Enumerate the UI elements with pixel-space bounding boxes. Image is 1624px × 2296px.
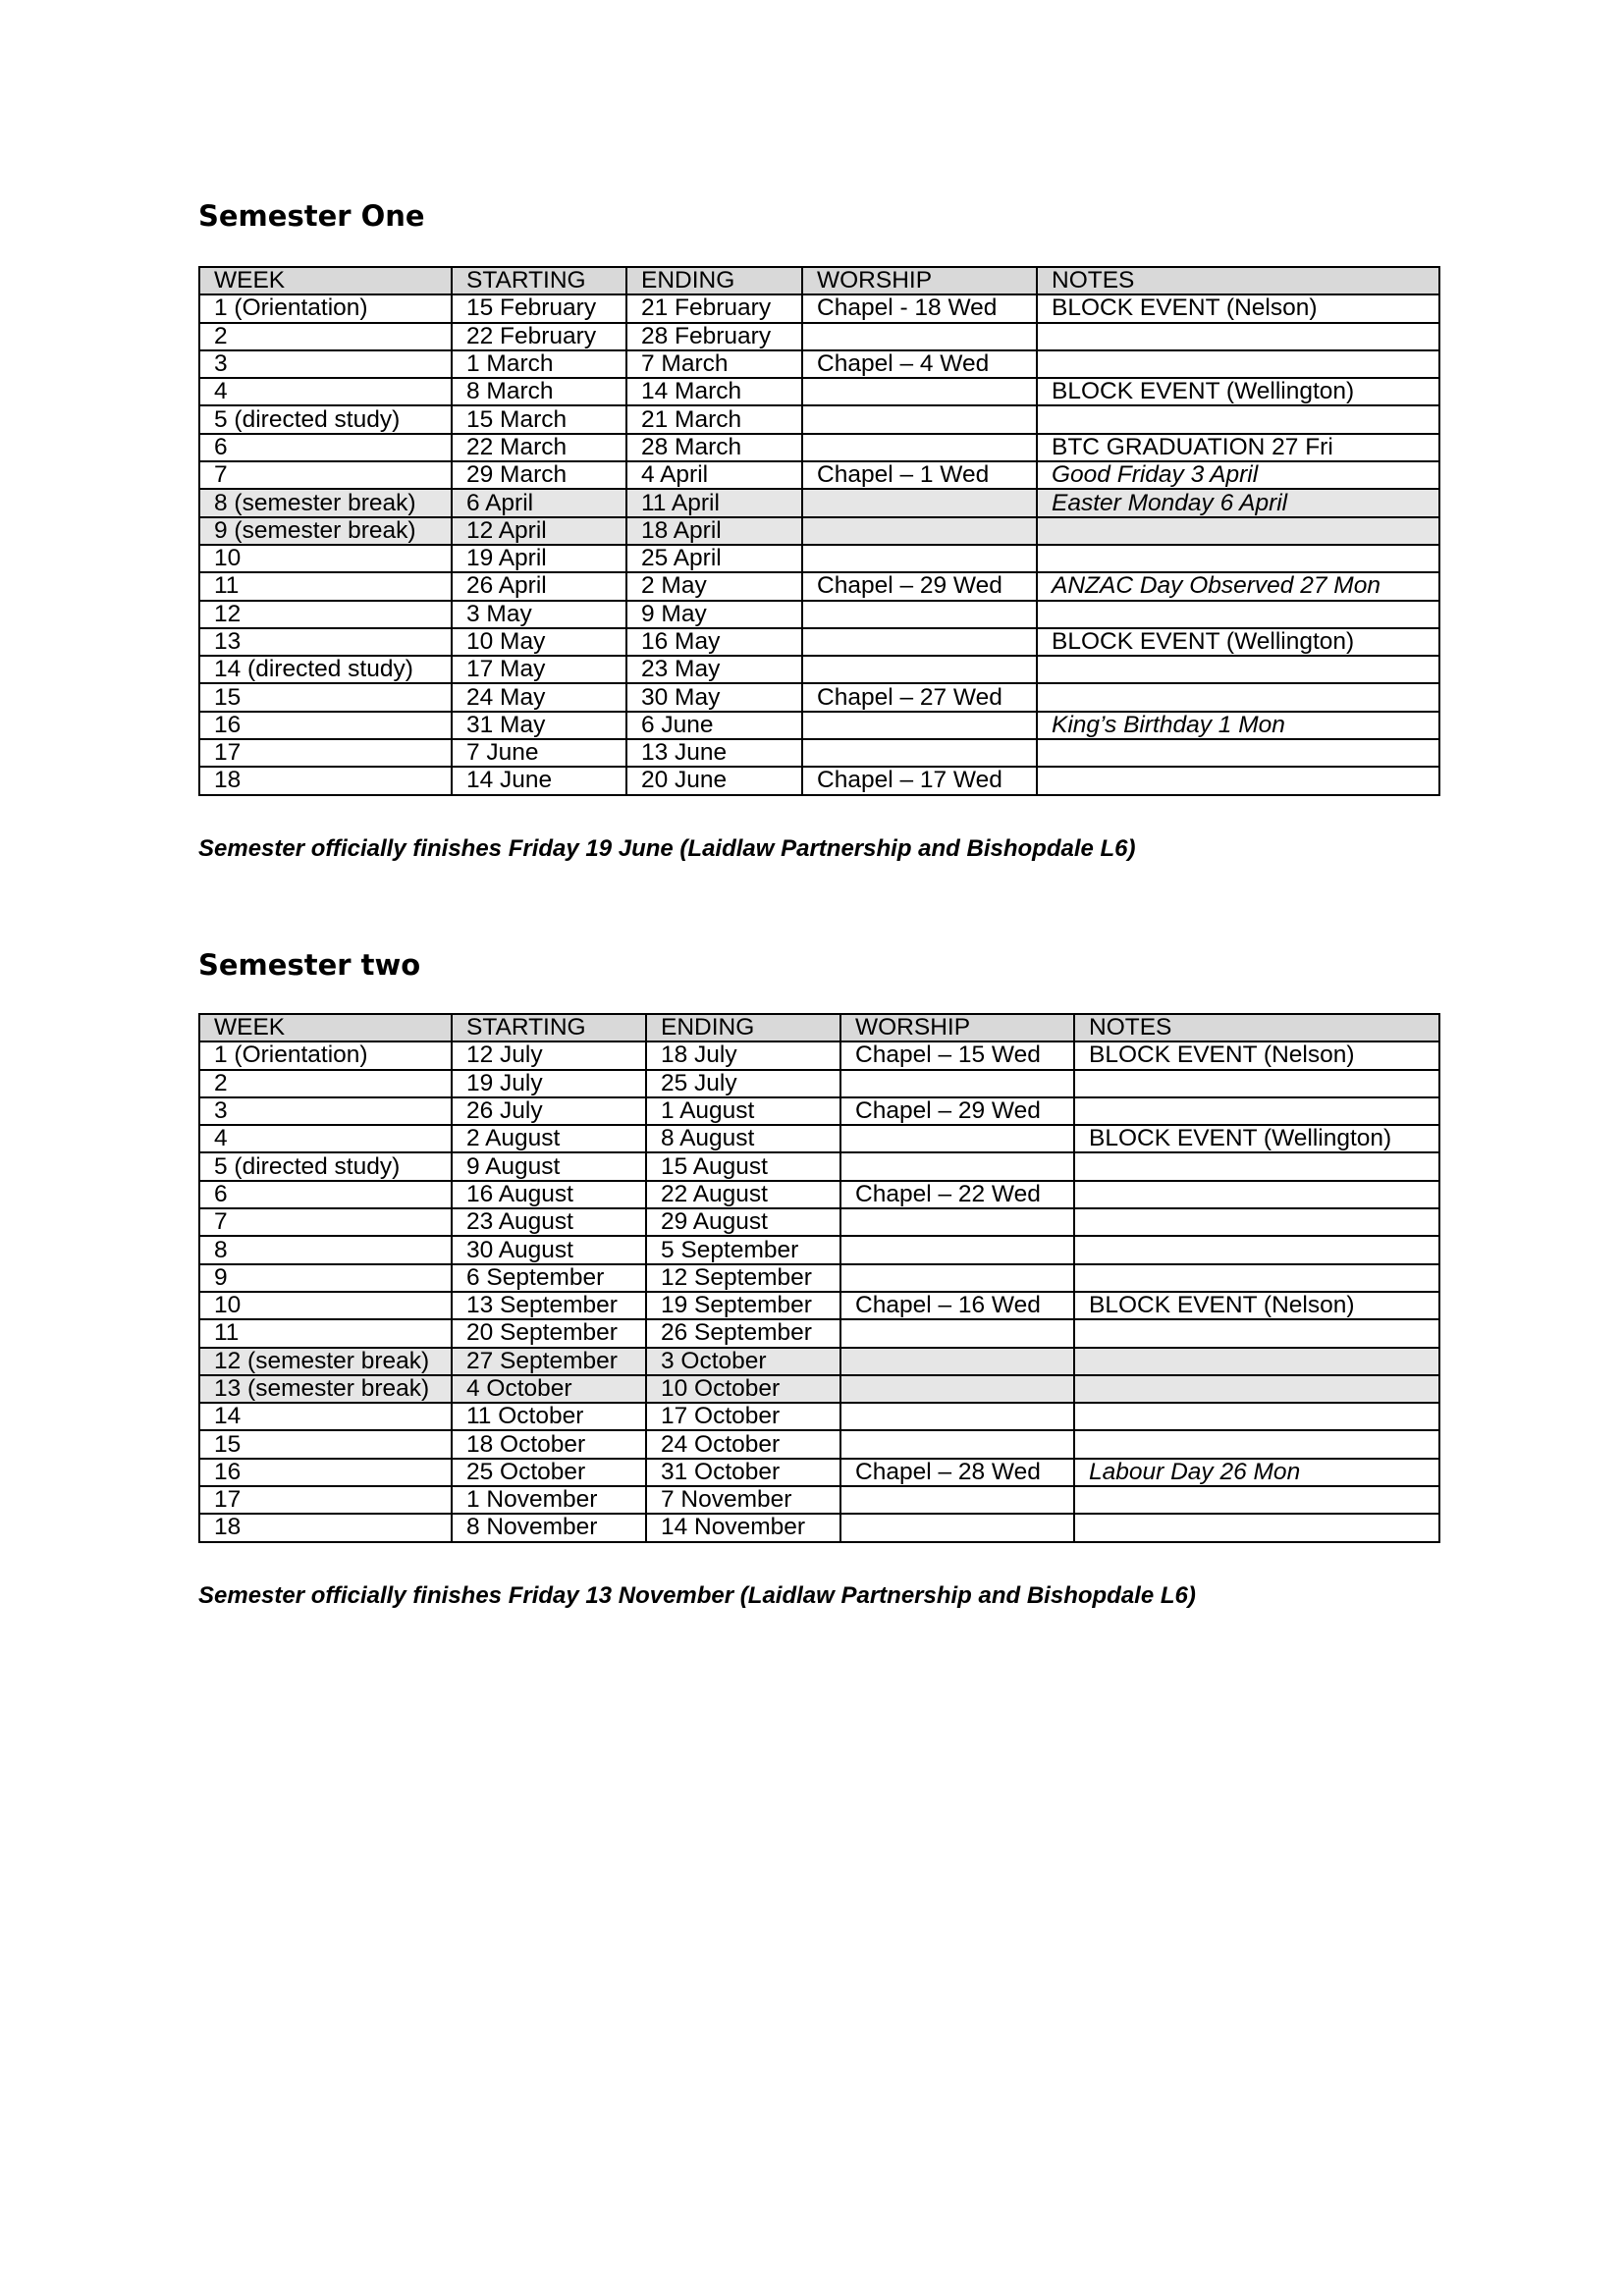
ending-cell: 12 September bbox=[646, 1264, 840, 1292]
week-cell: 15 bbox=[199, 1430, 452, 1458]
week-cell: 7 bbox=[199, 1208, 452, 1236]
ending-cell: 6 June bbox=[626, 712, 802, 739]
starting-cell: 6 September bbox=[452, 1264, 646, 1292]
worship-cell: Chapel – 1 Wed bbox=[802, 461, 1037, 489]
table-row bbox=[199, 323, 1439, 350]
notes-cell: ANZAC Day Observed 27 Mon bbox=[1037, 572, 1439, 600]
worship-cell bbox=[802, 628, 1037, 656]
worship-cell bbox=[840, 1125, 1074, 1152]
week-cell: 16 bbox=[199, 712, 452, 739]
ending-cell: 3 October bbox=[646, 1348, 840, 1375]
worship-cell bbox=[840, 1430, 1074, 1458]
table-row bbox=[199, 1348, 1439, 1375]
notes-cell: King’s Birthday 1 Mon bbox=[1037, 712, 1439, 739]
table-row bbox=[199, 1041, 1439, 1069]
table-row bbox=[199, 517, 1439, 545]
semester-two-table bbox=[198, 1013, 1440, 1543]
starting-cell: 25 October bbox=[452, 1459, 646, 1486]
week-cell: 11 bbox=[199, 1319, 452, 1347]
semester-one-table bbox=[198, 266, 1440, 796]
table-row bbox=[199, 1208, 1439, 1236]
week-cell: 3 bbox=[199, 1097, 452, 1125]
starting-cell: 18 October bbox=[452, 1430, 646, 1458]
table-row bbox=[199, 294, 1439, 322]
table-row bbox=[199, 1403, 1439, 1430]
week-cell: 5 (directed study) bbox=[199, 405, 452, 433]
notes-cell bbox=[1074, 1430, 1439, 1458]
worship-cell bbox=[840, 1152, 1074, 1180]
ending-cell: 8 August bbox=[646, 1125, 840, 1152]
week-cell: 8 bbox=[199, 1236, 452, 1263]
worship-cell: Chapel – 22 Wed bbox=[840, 1181, 1074, 1208]
table-row bbox=[199, 712, 1439, 739]
notes-cell bbox=[1037, 601, 1439, 628]
ending-cell: 9 May bbox=[626, 601, 802, 628]
week-cell: 9 bbox=[199, 1264, 452, 1292]
week-cell: 1 (Orientation) bbox=[199, 1041, 452, 1069]
ending-cell: 14 November bbox=[646, 1514, 840, 1541]
table-row bbox=[199, 628, 1439, 656]
starting-cell: 17 May bbox=[452, 656, 626, 683]
notes-cell bbox=[1037, 323, 1439, 350]
notes-cell: Easter Monday 6 April bbox=[1037, 489, 1439, 516]
table-row bbox=[199, 1486, 1439, 1514]
ending-cell: 24 October bbox=[646, 1430, 840, 1458]
table-row bbox=[199, 378, 1439, 405]
header-starting: STARTING bbox=[452, 1014, 646, 1041]
starting-cell: 31 May bbox=[452, 712, 626, 739]
starting-cell: 7 June bbox=[452, 739, 626, 767]
week-cell: 10 bbox=[199, 1292, 452, 1319]
starting-cell: 27 September bbox=[452, 1348, 646, 1375]
table-row bbox=[199, 1375, 1439, 1403]
starting-cell: 9 August bbox=[452, 1152, 646, 1180]
header-ending: ENDING bbox=[626, 267, 802, 294]
worship-cell bbox=[802, 378, 1037, 405]
header-starting: STARTING bbox=[452, 267, 626, 294]
header-ending: ENDING bbox=[646, 1014, 840, 1041]
table-row bbox=[199, 656, 1439, 683]
week-cell: 16 bbox=[199, 1459, 452, 1486]
starting-cell: 19 April bbox=[452, 545, 626, 572]
semester-two-footnote: Semester officially finishes Friday 13 November (Laidlaw Partnership and Bishopdale L6) bbox=[198, 1582, 1196, 1609]
worship-cell bbox=[840, 1264, 1074, 1292]
ending-cell: 28 February bbox=[626, 323, 802, 350]
worship-cell bbox=[840, 1486, 1074, 1514]
starting-cell: 15 March bbox=[452, 405, 626, 433]
worship-cell bbox=[802, 545, 1037, 572]
ending-cell: 2 May bbox=[626, 572, 802, 600]
worship-cell bbox=[840, 1070, 1074, 1097]
header-worship: WORSHIP bbox=[802, 267, 1037, 294]
worship-cell bbox=[840, 1375, 1074, 1403]
notes-cell bbox=[1074, 1375, 1439, 1403]
worship-cell: Chapel – 16 Wed bbox=[840, 1292, 1074, 1319]
ending-cell: 17 October bbox=[646, 1403, 840, 1430]
ending-cell: 26 September bbox=[646, 1319, 840, 1347]
table-row bbox=[199, 1152, 1439, 1180]
worship-cell: Chapel – 29 Wed bbox=[802, 572, 1037, 600]
worship-cell bbox=[840, 1236, 1074, 1263]
starting-cell: 3 May bbox=[452, 601, 626, 628]
notes-cell bbox=[1037, 545, 1439, 572]
week-cell: 1 (Orientation) bbox=[199, 294, 452, 322]
starting-cell: 15 February bbox=[452, 294, 626, 322]
starting-cell: 20 September bbox=[452, 1319, 646, 1347]
ending-cell: 25 April bbox=[626, 545, 802, 572]
notes-cell bbox=[1037, 739, 1439, 767]
semester-one-footnote: Semester officially finishes Friday 19 June (Laidlaw Partnership and Bishopdale L6) bbox=[198, 835, 1136, 862]
week-cell: 13 (semester break) bbox=[199, 1375, 452, 1403]
starting-cell: 19 July bbox=[452, 1070, 646, 1097]
ending-cell: 25 July bbox=[646, 1070, 840, 1097]
week-cell: 3 bbox=[199, 350, 452, 378]
notes-cell: BLOCK EVENT (Nelson) bbox=[1074, 1292, 1439, 1319]
notes-cell: Good Friday 3 April bbox=[1037, 461, 1439, 489]
notes-cell: Labour Day 26 Mon bbox=[1074, 1459, 1439, 1486]
table-row bbox=[199, 683, 1439, 711]
ending-cell: 28 March bbox=[626, 434, 802, 461]
notes-cell: BTC GRADUATION 27 Fri bbox=[1037, 434, 1439, 461]
table-row bbox=[199, 489, 1439, 516]
notes-cell bbox=[1037, 405, 1439, 433]
week-cell: 5 (directed study) bbox=[199, 1152, 452, 1180]
ending-cell: 10 October bbox=[646, 1375, 840, 1403]
starting-cell: 12 April bbox=[452, 517, 626, 545]
worship-cell: Chapel – 28 Wed bbox=[840, 1459, 1074, 1486]
table-row bbox=[199, 601, 1439, 628]
notes-cell bbox=[1037, 350, 1439, 378]
notes-cell: BLOCK EVENT (Nelson) bbox=[1074, 1041, 1439, 1069]
table-row bbox=[199, 1125, 1439, 1152]
worship-cell: Chapel – 15 Wed bbox=[840, 1041, 1074, 1069]
ending-cell: 5 September bbox=[646, 1236, 840, 1263]
table-row bbox=[199, 545, 1439, 572]
table-row bbox=[199, 350, 1439, 378]
ending-cell: 19 September bbox=[646, 1292, 840, 1319]
notes-cell bbox=[1074, 1319, 1439, 1347]
ending-cell: 13 June bbox=[626, 739, 802, 767]
starting-cell: 6 April bbox=[452, 489, 626, 516]
week-cell: 8 (semester break) bbox=[199, 489, 452, 516]
week-cell: 6 bbox=[199, 1181, 452, 1208]
worship-cell bbox=[802, 517, 1037, 545]
starting-cell: 14 June bbox=[452, 767, 626, 794]
notes-cell bbox=[1074, 1264, 1439, 1292]
ending-cell: 14 March bbox=[626, 378, 802, 405]
week-cell: 17 bbox=[199, 1486, 452, 1514]
ending-cell: 18 April bbox=[626, 517, 802, 545]
ending-cell: 7 November bbox=[646, 1486, 840, 1514]
week-cell: 12 (semester break) bbox=[199, 1348, 452, 1375]
worship-cell bbox=[802, 656, 1037, 683]
table-row bbox=[199, 1430, 1439, 1458]
notes-cell bbox=[1074, 1348, 1439, 1375]
notes-cell bbox=[1074, 1181, 1439, 1208]
table-row bbox=[199, 405, 1439, 433]
starting-cell: 24 May bbox=[452, 683, 626, 711]
worship-cell bbox=[840, 1348, 1074, 1375]
worship-cell: Chapel – 29 Wed bbox=[840, 1097, 1074, 1125]
worship-cell bbox=[840, 1208, 1074, 1236]
table-row bbox=[199, 1236, 1439, 1263]
starting-cell: 22 February bbox=[452, 323, 626, 350]
ending-cell: 11 April bbox=[626, 489, 802, 516]
starting-cell: 8 March bbox=[452, 378, 626, 405]
ending-cell: 21 March bbox=[626, 405, 802, 433]
table-row bbox=[199, 1292, 1439, 1319]
starting-cell: 12 July bbox=[452, 1041, 646, 1069]
table-row bbox=[199, 1459, 1439, 1486]
table-row bbox=[199, 767, 1439, 794]
week-cell: 12 bbox=[199, 601, 452, 628]
week-cell: 13 bbox=[199, 628, 452, 656]
table-header-row bbox=[199, 267, 1439, 294]
notes-cell bbox=[1037, 767, 1439, 794]
ending-cell: 4 April bbox=[626, 461, 802, 489]
table-row bbox=[199, 1181, 1439, 1208]
ending-cell: 1 August bbox=[646, 1097, 840, 1125]
table-row bbox=[199, 1097, 1439, 1125]
worship-cell bbox=[802, 739, 1037, 767]
worship-cell: Chapel – 27 Wed bbox=[802, 683, 1037, 711]
week-cell: 7 bbox=[199, 461, 452, 489]
notes-cell bbox=[1037, 656, 1439, 683]
starting-cell: 2 August bbox=[452, 1125, 646, 1152]
notes-cell bbox=[1074, 1403, 1439, 1430]
week-cell: 10 bbox=[199, 545, 452, 572]
week-cell: 17 bbox=[199, 739, 452, 767]
worship-cell bbox=[802, 712, 1037, 739]
ending-cell: 18 July bbox=[646, 1041, 840, 1069]
header-notes: NOTES bbox=[1074, 1014, 1439, 1041]
week-cell: 2 bbox=[199, 323, 452, 350]
ending-cell: 30 May bbox=[626, 683, 802, 711]
notes-cell bbox=[1074, 1152, 1439, 1180]
notes-cell bbox=[1074, 1236, 1439, 1263]
table-row bbox=[199, 739, 1439, 767]
week-cell: 15 bbox=[199, 683, 452, 711]
notes-cell bbox=[1074, 1208, 1439, 1236]
notes-cell: BLOCK EVENT (Wellington) bbox=[1074, 1125, 1439, 1152]
worship-cell: Chapel - 18 Wed bbox=[802, 294, 1037, 322]
table-row bbox=[199, 461, 1439, 489]
ending-cell: 7 March bbox=[626, 350, 802, 378]
ending-cell: 22 August bbox=[646, 1181, 840, 1208]
table-row bbox=[199, 1070, 1439, 1097]
week-cell: 18 bbox=[199, 1514, 452, 1541]
ending-cell: 29 August bbox=[646, 1208, 840, 1236]
starting-cell: 29 March bbox=[452, 461, 626, 489]
notes-cell bbox=[1074, 1486, 1439, 1514]
table-row bbox=[199, 1514, 1439, 1541]
week-cell: 2 bbox=[199, 1070, 452, 1097]
starting-cell: 8 November bbox=[452, 1514, 646, 1541]
table-header-row bbox=[199, 1014, 1439, 1041]
week-cell: 14 (directed study) bbox=[199, 656, 452, 683]
starting-cell: 16 August bbox=[452, 1181, 646, 1208]
worship-cell bbox=[802, 601, 1037, 628]
ending-cell: 21 February bbox=[626, 294, 802, 322]
starting-cell: 26 July bbox=[452, 1097, 646, 1125]
starting-cell: 4 October bbox=[452, 1375, 646, 1403]
starting-cell: 22 March bbox=[452, 434, 626, 461]
ending-cell: 15 August bbox=[646, 1152, 840, 1180]
table-row bbox=[199, 1264, 1439, 1292]
worship-cell: Chapel – 17 Wed bbox=[802, 767, 1037, 794]
notes-cell bbox=[1074, 1097, 1439, 1125]
worship-cell bbox=[802, 434, 1037, 461]
week-cell: 18 bbox=[199, 767, 452, 794]
notes-cell: BLOCK EVENT (Nelson) bbox=[1037, 294, 1439, 322]
worship-cell bbox=[802, 323, 1037, 350]
notes-cell: BLOCK EVENT (Wellington) bbox=[1037, 378, 1439, 405]
worship-cell bbox=[802, 489, 1037, 516]
worship-cell: Chapel – 4 Wed bbox=[802, 350, 1037, 378]
starting-cell: 26 April bbox=[452, 572, 626, 600]
notes-cell bbox=[1074, 1514, 1439, 1541]
starting-cell: 1 November bbox=[452, 1486, 646, 1514]
header-week: WEEK bbox=[199, 267, 452, 294]
ending-cell: 16 May bbox=[626, 628, 802, 656]
week-cell: 14 bbox=[199, 1403, 452, 1430]
header-worship: WORSHIP bbox=[840, 1014, 1074, 1041]
week-cell: 4 bbox=[199, 378, 452, 405]
starting-cell: 30 August bbox=[452, 1236, 646, 1263]
starting-cell: 10 May bbox=[452, 628, 626, 656]
semester-two-title: Semester two bbox=[198, 948, 421, 982]
ending-cell: 31 October bbox=[646, 1459, 840, 1486]
starting-cell: 23 August bbox=[452, 1208, 646, 1236]
starting-cell: 13 September bbox=[452, 1292, 646, 1319]
table-row bbox=[199, 434, 1439, 461]
worship-cell bbox=[840, 1319, 1074, 1347]
header-notes: NOTES bbox=[1037, 267, 1439, 294]
starting-cell: 1 March bbox=[452, 350, 626, 378]
table-row bbox=[199, 1319, 1439, 1347]
notes-cell bbox=[1074, 1070, 1439, 1097]
worship-cell bbox=[840, 1403, 1074, 1430]
worship-cell bbox=[840, 1514, 1074, 1541]
week-cell: 6 bbox=[199, 434, 452, 461]
table-row bbox=[199, 572, 1439, 600]
starting-cell: 11 October bbox=[452, 1403, 646, 1430]
week-cell: 11 bbox=[199, 572, 452, 600]
ending-cell: 20 June bbox=[626, 767, 802, 794]
ending-cell: 23 May bbox=[626, 656, 802, 683]
week-cell: 4 bbox=[199, 1125, 452, 1152]
notes-cell: BLOCK EVENT (Wellington) bbox=[1037, 628, 1439, 656]
notes-cell bbox=[1037, 683, 1439, 711]
notes-cell bbox=[1037, 517, 1439, 545]
header-week: WEEK bbox=[199, 1014, 452, 1041]
semester-one-title: Semester One bbox=[198, 199, 425, 233]
week-cell: 9 (semester break) bbox=[199, 517, 452, 545]
worship-cell bbox=[802, 405, 1037, 433]
